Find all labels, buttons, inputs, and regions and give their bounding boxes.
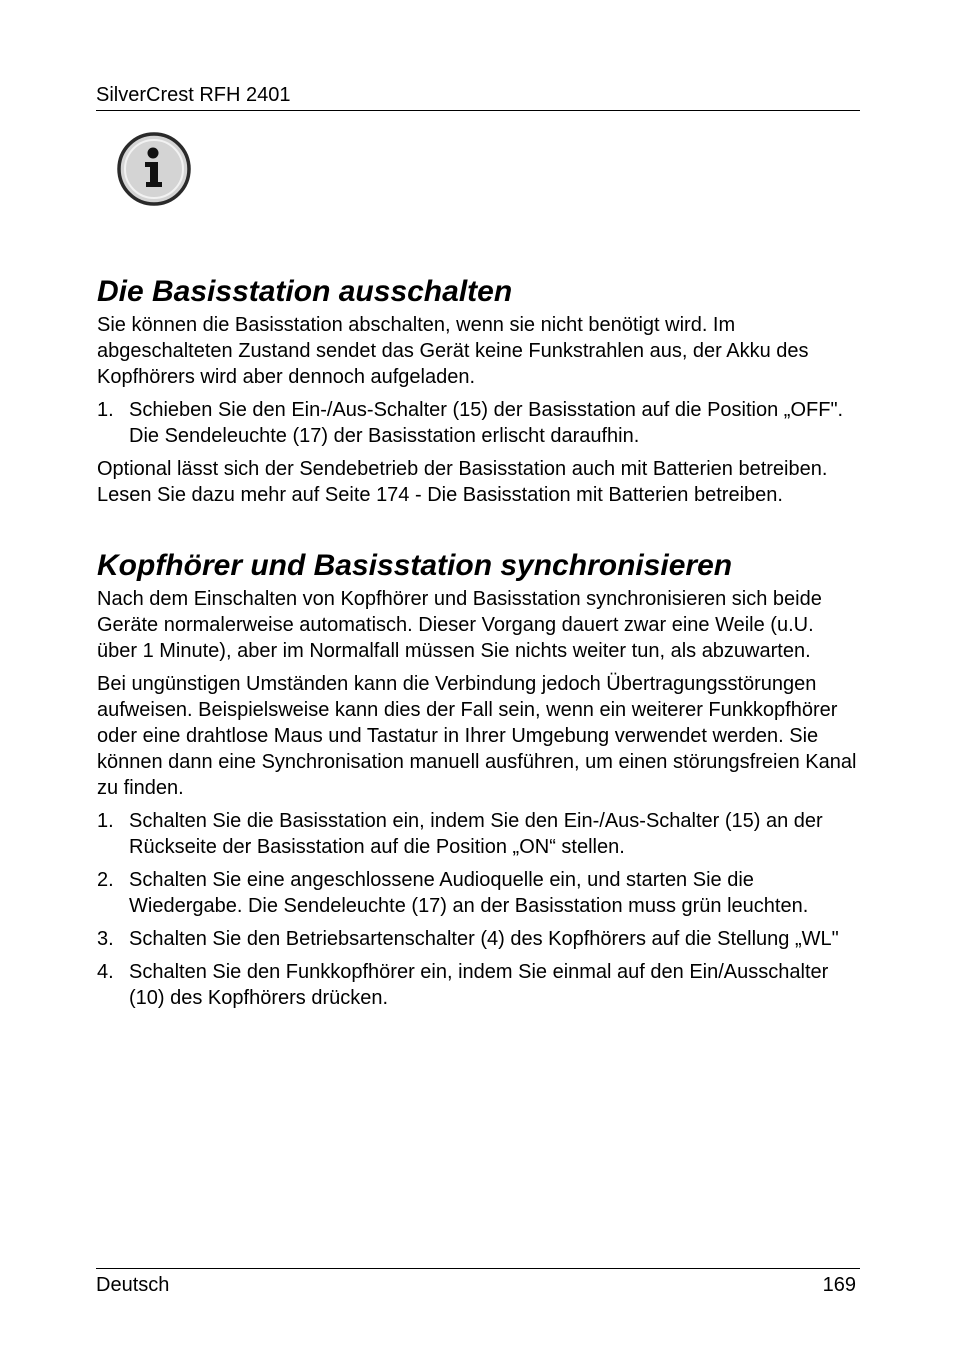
step-list [97, 808, 859, 1011]
step-number: 4. [97, 961, 114, 983]
section-synchronisieren [97, 546, 859, 1011]
header-title: SilverCrest RFH 2401 [96, 84, 291, 106]
list-item [97, 959, 859, 1011]
step-text: Schalten Sie den Funkkopfhörer ein, indem Sie einmal auf den Ein/Ausschalter (10) des Kopfhörers drücken. [129, 961, 829, 1009]
list-item [97, 926, 859, 952]
page-header [96, 82, 860, 111]
paragraph: Optional lässt sich der Sendebetrieb der Basisstation auch mit Batterien betreiben. Lesen Sie dazu mehr auf Seite 174 - Die Basisstation mit Batterien betreiben. [97, 458, 828, 506]
step-text: Schalten Sie eine angeschlossene Audioquelle ein, und starten Sie die Wiedergabe. Die Sendeleuchte (17) an der Basisstation muss grün leuchten. [129, 869, 809, 917]
paragraph: Sie können die Basisstation abschalten, wenn sie nicht benötigt wird. Im abgeschalteten Zustand sendet das Gerät keine Funkstrahlen aus, der Akku des Kopfhörers wird aber dennoch aufgeladen. [97, 314, 809, 388]
section-heading: Die Basisstation ausschalten [97, 275, 513, 308]
step-number: 1. [97, 810, 114, 832]
paragraph: Nach dem Einschalten von Kopfhörer und Basisstation synchronisieren sich beide Geräte normalerweise automatisch. Dieser Vorgang dauert zwar eine Weile (u.U. über 1 Minute), aber im Normalfall müssen Sie nichts weiter tun, als abzuwarten. [97, 588, 822, 662]
step-number: 3. [97, 928, 114, 950]
section-heading: Kopfhörer und Basisstation synchronisieren [97, 549, 733, 582]
step-text: Schieben Sie den Ein-/Aus-Schalter (15) der Basisstation auf die Position „OFF". Die Sendeleuchte (17) der Basisstation erlischt daraufhin. [129, 399, 844, 447]
list-item [97, 867, 859, 919]
info-icon [115, 130, 193, 208]
page-number: 169 [822, 1274, 856, 1296]
step-text: Schalten Sie die Basisstation ein, indem Sie den Ein-/Aus-Schalter (15) an der Rückseite der Basisstation auf die Position „ON“ stellen. [129, 810, 823, 858]
step-number: 1. [97, 399, 114, 421]
footer-language: Deutsch [96, 1274, 170, 1296]
list-item [97, 397, 859, 449]
page-footer [96, 1268, 860, 1298]
step-list [97, 397, 859, 449]
paragraph: Bei ungünstigen Umständen kann die Verbindung jedoch Übertragungsstörungen aufweisen. Beispielsweise kann dies der Fall sein, wenn ein weiterer Funkkopfhörer oder eine drahtlose Maus und Tastatur in Ihrer Umgebung verwendet werden. Sie können dann eine Synchronisation manuell ausführen, um einen störungsfreien Kanal zu finden. [97, 673, 857, 799]
section-basisstation-ausschalten [97, 272, 859, 508]
step-number: 2. [97, 869, 114, 891]
list-item [97, 808, 859, 860]
page-content [97, 272, 859, 1018]
step-text: Schalten Sie den Betriebsartenschalter (4) des Kopfhörers auf die Stellung „WL" [129, 928, 839, 950]
